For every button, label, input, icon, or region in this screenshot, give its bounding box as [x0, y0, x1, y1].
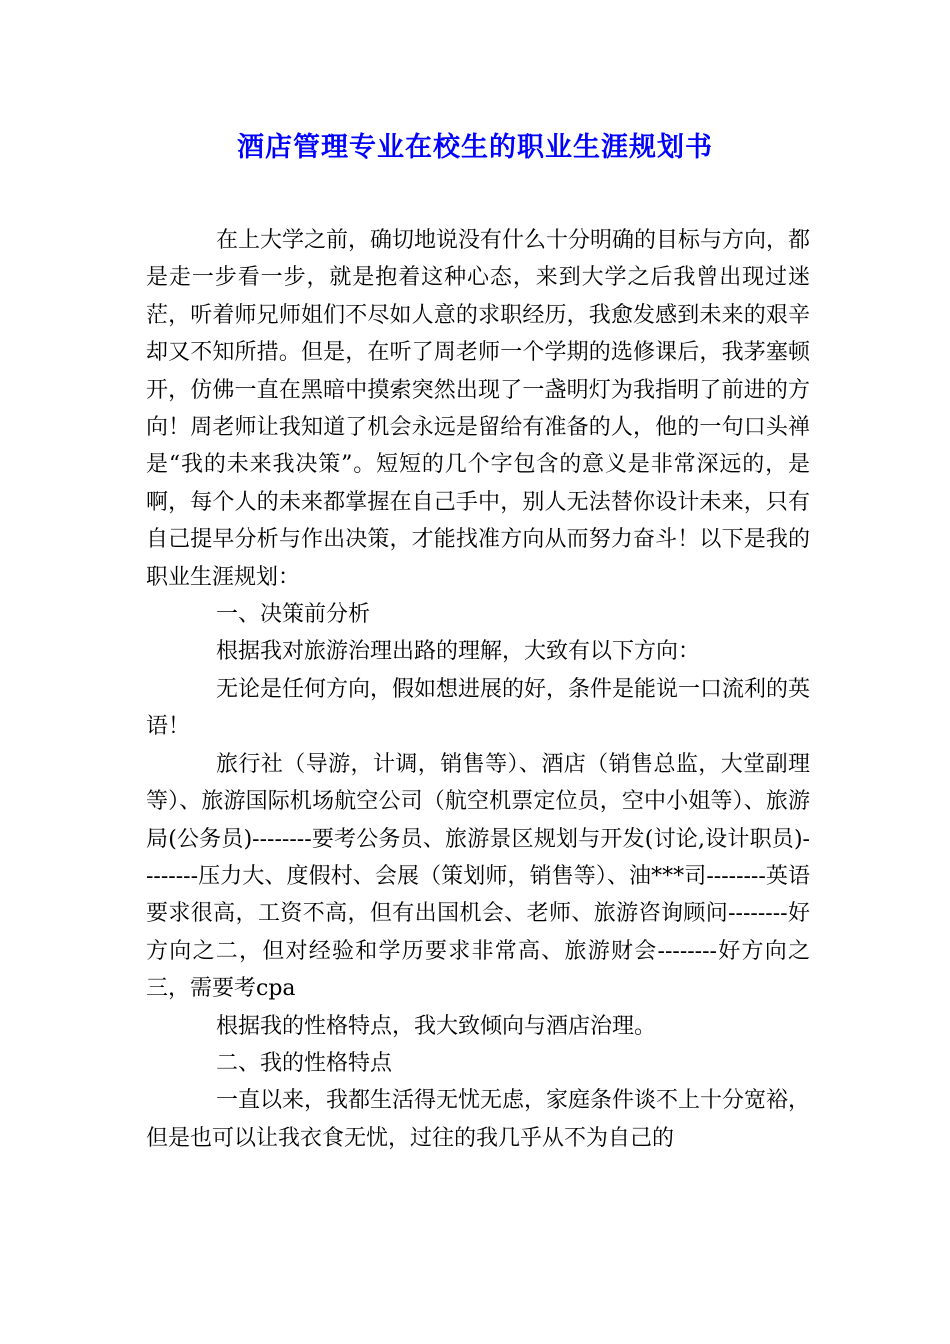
document-body	[146, 222, 810, 1157]
document-title: 酒店管理专业在校生的职业生涯规划书	[237, 132, 713, 163]
paragraph-preference: 根据我的性格特点，我大致倾向与酒店治理。	[216, 1013, 657, 1039]
heading-section-2: 二、我的性格特点	[216, 1050, 393, 1076]
paragraph-english: 无论是任何方向，假如想进展的好，条件是能说一口流利的英语！	[146, 676, 811, 740]
heading-section-1: 一、决策前分析	[216, 602, 371, 628]
paragraph-directions: 根据我对旅游治理出路的理解，大致有以下方向：	[216, 639, 701, 665]
paragraph-careers: 旅行社（导游，计调，销售等）、酒店（销售总监，大堂副理等）、旅游国际机场航空公司（航空机票定位员，空中小姐等）、旅游局(公务员)--------要考公务员、旅游景区规划与开发(讨论,设计职员)--------压力大、度假村、会展（策划师，销售等）、油***司--------英语要求很高，工资不高，但有出国机会、老师、旅游咨询顾问--------好方向之二，但对经验和学历要求非常高、旅游财会--------好方向之三，需要考cpa	[146, 751, 810, 1002]
paragraph-intro: 在上大学之前，确切地说没有什么十分明确的目标与方向，都是走一步看一步，就是抱着这种心态，来到大学之后我曾出现过迷茫，听着师兄师姐们不尽如人意的求职经历，我愈发感到未来的艰辛却又不知所措。但是，在听了周老师一个学期的选修课后，我茅塞顿开，仿佛一直在黑暗中摸索突然出现了一盏明灯为我指明了前进的方向！周老师让我知道了机会永远是留给有准备的人，他的一句口头禅是“我的未来我决策”。短短的几个字包含的意义是非常深远的，是啊，每个人的未来都掌握在自己手中，别人无法替你设计未来，只有自己提早分析与作出决策，才能找准方向从而努力奋斗！以下是我的职业生涯规划：	[146, 228, 811, 590]
paragraph-personality: 一直以来，我都生活得无忧无虑，家庭条件谈不上十分宽裕，但是也可以让我衣食无忧，过往的我几乎从不为自己的	[146, 1088, 811, 1151]
